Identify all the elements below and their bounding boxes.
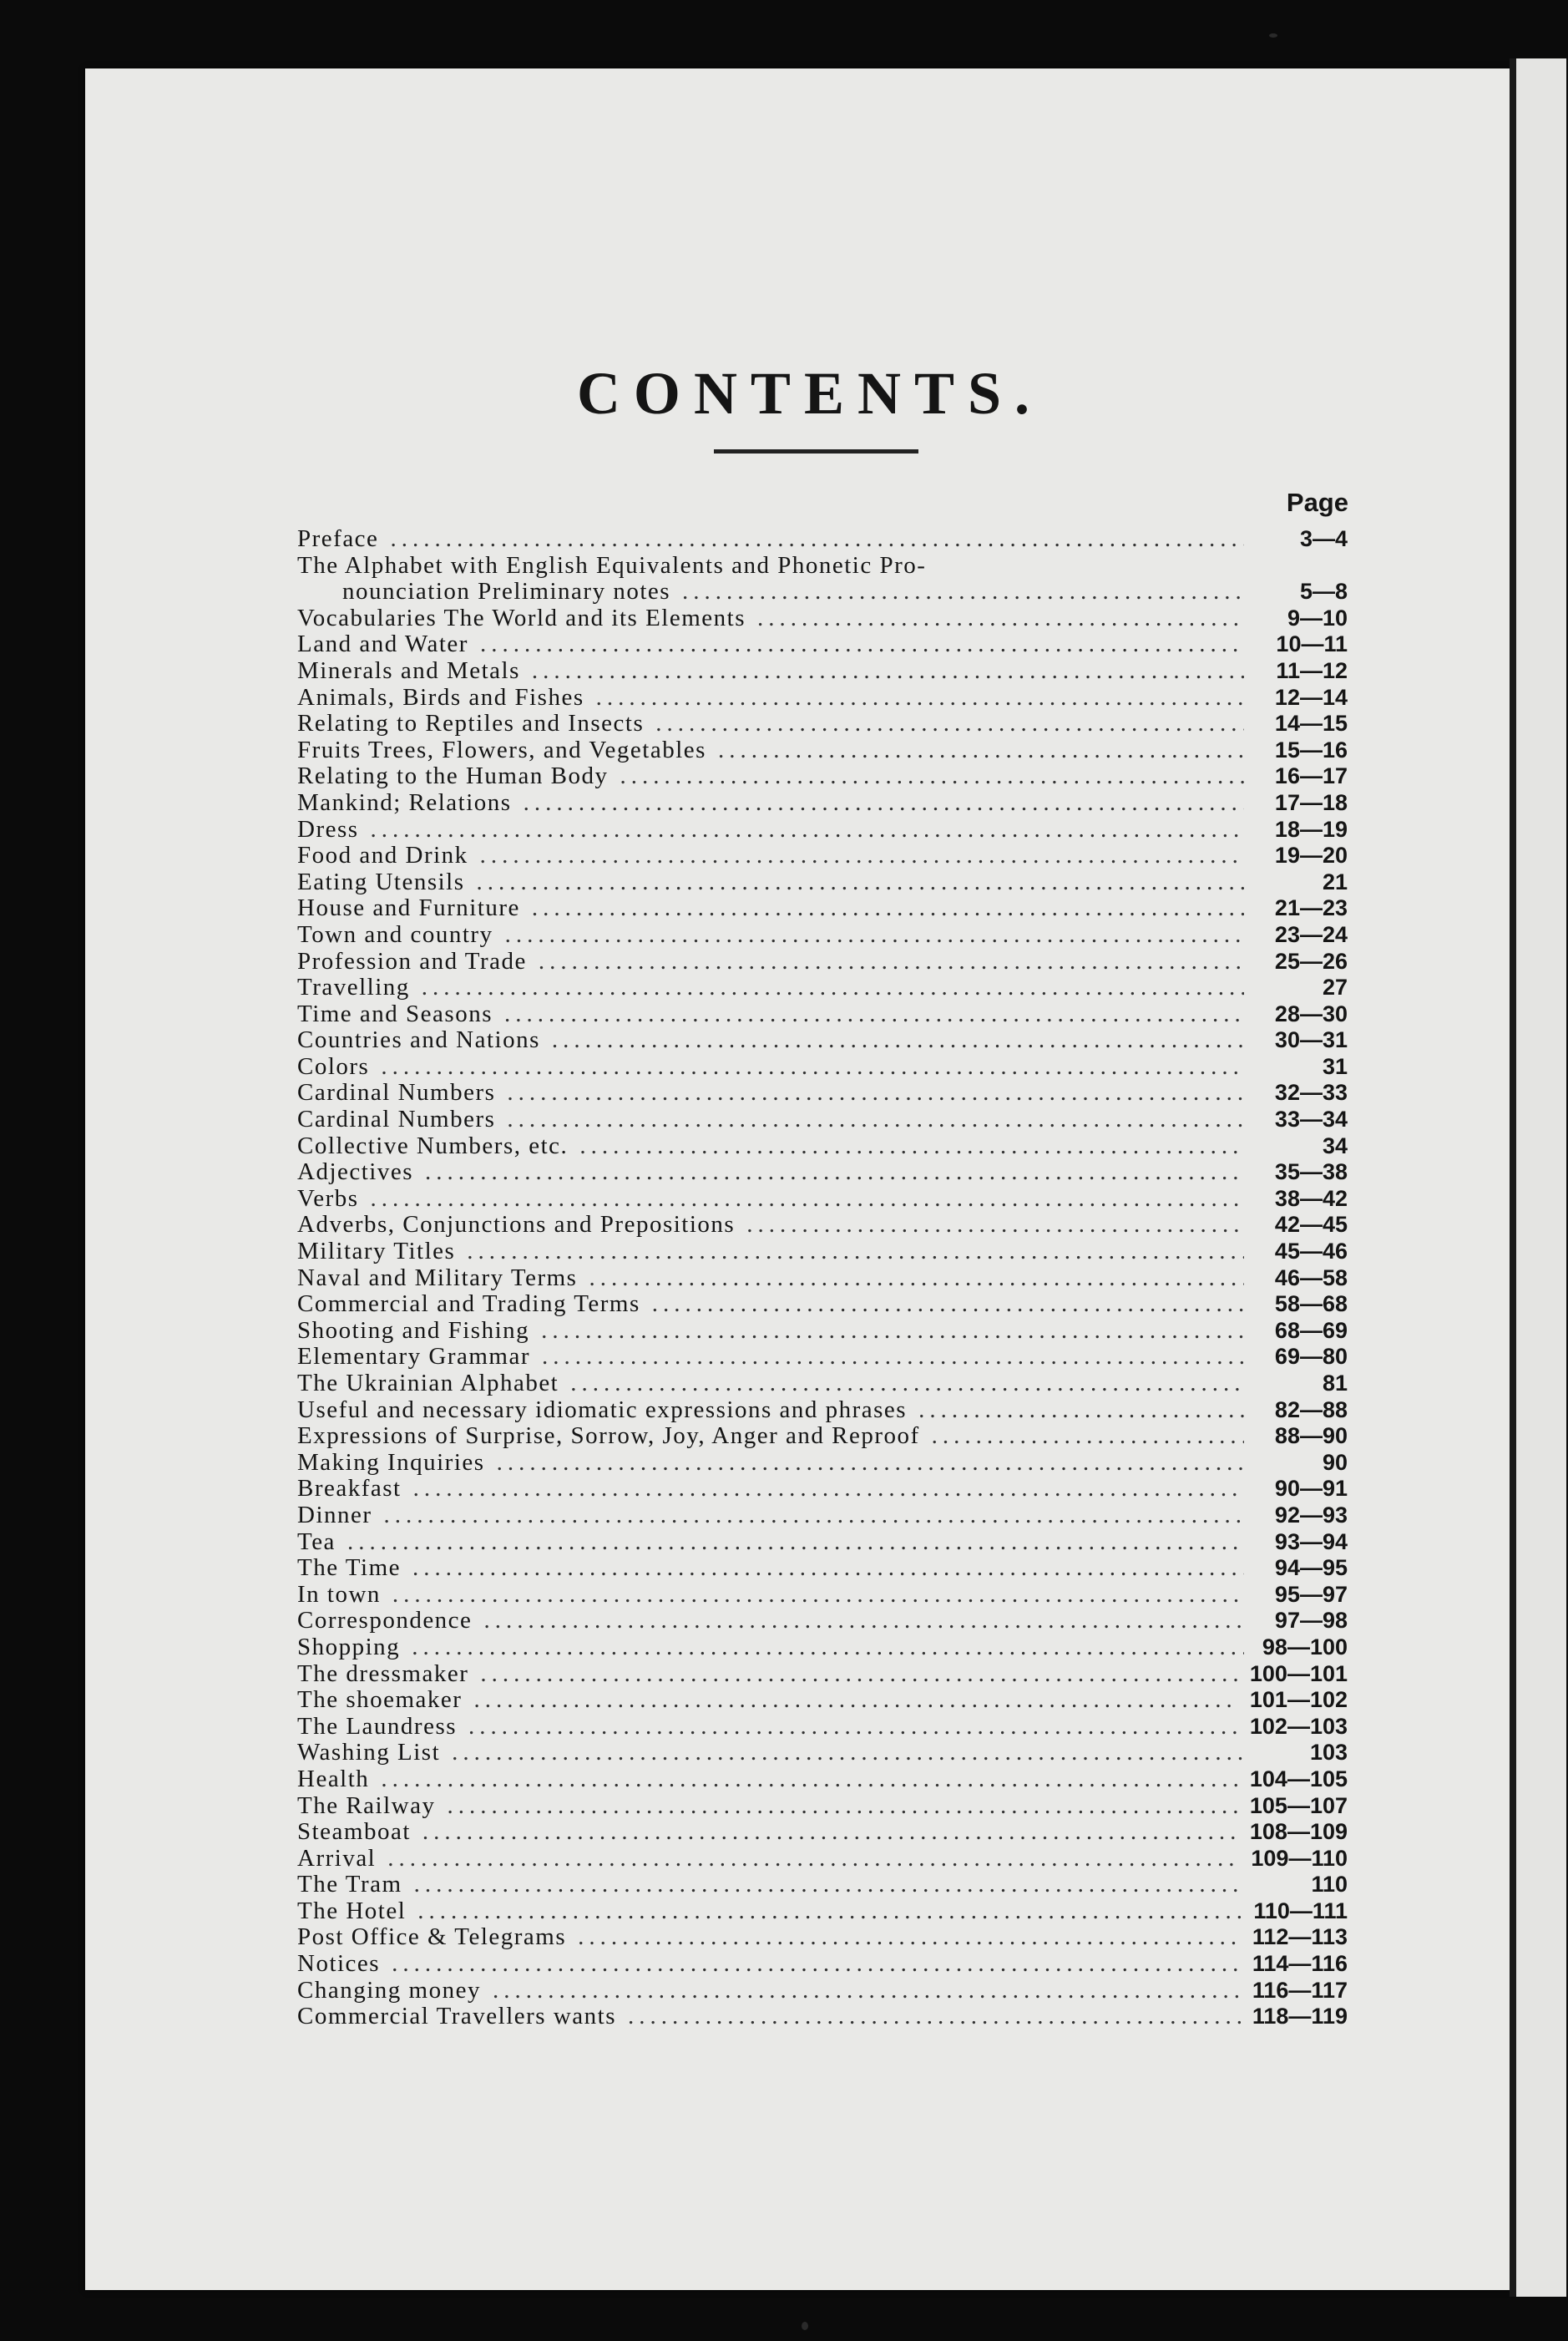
- toc-entry-page: 104—105: [1249, 1766, 1348, 1791]
- toc-entry-page: 35—38: [1274, 1159, 1348, 1185]
- toc-entry-label: Breakfast: [297, 1475, 402, 1502]
- dot-leader: [541, 1318, 1244, 1345]
- toc-entry-page: 28—30: [1274, 1001, 1348, 1026]
- toc-entry: [297, 1582, 1348, 1609]
- toc-entry-page: 58—68: [1274, 1291, 1348, 1317]
- toc-entry-label: House and Furniture: [297, 894, 520, 922]
- toc-entry-label: Land and Water: [297, 631, 468, 658]
- toc-entry-page: 34: [1322, 1132, 1348, 1158]
- dot-leader: [542, 1344, 1244, 1371]
- dot-leader: [532, 895, 1244, 922]
- toc-entry-page: 90: [1322, 1449, 1348, 1475]
- toc-entry-label: Mankind; Relations: [297, 788, 512, 816]
- toc-entry-label: Steamboat: [297, 1818, 411, 1846]
- toc-entry-page: 3—4: [1299, 526, 1348, 551]
- toc-entry-label: Fruits Trees, Flowers, and Vegetables: [297, 736, 706, 763]
- dot-leader: [413, 1476, 1244, 1502]
- toc-entry: [297, 631, 1348, 658]
- dot-leader: [381, 1766, 1238, 1793]
- dot-leader: [652, 1291, 1244, 1318]
- toc-entry-label: The Ukrainian Alphabet: [297, 1370, 559, 1396]
- dot-leader: [539, 949, 1244, 975]
- toc-entry-page: 114—116: [1252, 1951, 1348, 1977]
- toc-entry: [297, 1344, 1348, 1371]
- dot-leader: [371, 817, 1244, 844]
- toc-entry-page: 82—88: [1274, 1396, 1348, 1422]
- toc-entry-page: 12—14: [1274, 684, 1348, 710]
- toc-entry-label: Food and Drink: [297, 842, 468, 869]
- toc-entry-page: 81: [1322, 1371, 1348, 1396]
- toc-entry-page: 95—97: [1274, 1581, 1348, 1607]
- toc-entry-page: 90—91: [1274, 1476, 1348, 1502]
- toc-entry: [297, 1371, 1348, 1397]
- toc-entry-label: The Hotel: [297, 1897, 407, 1924]
- toc-entry-label: Commercial Travellers wants: [297, 2003, 617, 2030]
- toc-entry-label: Shopping: [297, 1633, 401, 1660]
- toc-entry-page: 98—100: [1262, 1634, 1348, 1659]
- toc-entry-page: 15—16: [1274, 737, 1348, 763]
- toc-entry: [297, 922, 1348, 949]
- dot-leader: [918, 1397, 1244, 1424]
- toc-entry: [297, 606, 1348, 632]
- toc-entry-page: 101—102: [1249, 1687, 1348, 1713]
- dot-leader: [381, 1054, 1244, 1081]
- toc-entry-page: 17—18: [1274, 789, 1348, 815]
- toc-entry-label: Correspondence: [297, 1607, 473, 1634]
- toc-entry-label: The Time: [297, 1554, 401, 1582]
- dot-leader: [932, 1423, 1244, 1450]
- toc-entry-page: 105—107: [1249, 1792, 1348, 1818]
- dot-leader: [504, 1001, 1244, 1028]
- toc-entry-page: 31: [1322, 1053, 1348, 1079]
- toc-entry-label: Post Office & Telegrams: [297, 1923, 567, 1951]
- toc-entry: [297, 553, 1348, 606]
- toc-entry: [297, 817, 1348, 844]
- toc-entry-label: Notices: [297, 1950, 381, 1978]
- toc-entry-label: The Tram: [297, 1871, 402, 1898]
- toc-entry: [297, 1608, 1348, 1634]
- dot-leader: [524, 790, 1244, 817]
- toc-entry-page: 33—34: [1274, 1107, 1348, 1132]
- dot-leader: [493, 1978, 1241, 2004]
- toc-entry-page: 110: [1311, 1872, 1348, 1898]
- toc-entry-label: The Laundress: [297, 1712, 458, 1740]
- toc-entry-page: 21—23: [1274, 895, 1348, 921]
- toc-entry-label: The dressmaker: [297, 1659, 469, 1687]
- toc-entry-page: 110—111: [1253, 1898, 1348, 1923]
- toc-entry-page: 21: [1322, 869, 1348, 894]
- toc-entry-page: 103: [1309, 1740, 1348, 1766]
- toc-entry-label: Commercial and Trading Terms: [297, 1290, 640, 1318]
- toc-entry: [297, 1898, 1348, 1925]
- dot-leader: [570, 1371, 1244, 1397]
- dot-leader: [467, 1239, 1244, 1265]
- toc-entry: [297, 2004, 1348, 2030]
- toc-entry-label: Washing List: [297, 1739, 441, 1766]
- dot-leader: [507, 1080, 1244, 1107]
- dot-leader: [589, 1265, 1244, 1292]
- contents-list: [297, 526, 1348, 2030]
- dot-leader: [384, 1502, 1244, 1529]
- toc-entry-page: 46—58: [1274, 1264, 1348, 1290]
- toc-entry-page: 9—10: [1287, 605, 1348, 631]
- toc-entry: [297, 869, 1348, 896]
- toc-entry-label: Useful and necessary idiomatic expressions and phrases: [297, 1396, 908, 1423]
- toc-entry: [297, 1502, 1348, 1529]
- dot-leader: [417, 1898, 1242, 1925]
- toc-entry: [297, 1027, 1348, 1054]
- toc-entry-label: Animals, Birds and Fishes: [297, 683, 584, 711]
- dot-leader: [480, 1661, 1237, 1688]
- toc-entry-page: 68—69: [1274, 1317, 1348, 1343]
- toc-entry: [297, 1924, 1348, 1951]
- dot-leader: [746, 1212, 1244, 1239]
- dot-leader: [655, 711, 1244, 737]
- toc-entry: [297, 1661, 1348, 1688]
- toc-entry-label: Cardinal Numbers: [297, 1106, 496, 1133]
- dot-leader: [422, 1819, 1238, 1846]
- toc-entry: [297, 1529, 1348, 1556]
- toc-entry: [297, 975, 1348, 1001]
- toc-entry-label: In town: [297, 1580, 381, 1608]
- dot-leader: [414, 1872, 1244, 1898]
- toc-entry-label: Preface: [297, 525, 379, 552]
- toc-entry-label: Vocabularies The World and its Elements: [297, 604, 746, 631]
- toc-entry-page: 10—11: [1276, 631, 1348, 657]
- dot-leader: [628, 2004, 1241, 2030]
- toc-entry: [297, 737, 1348, 764]
- toc-entry-label: Travelling: [297, 974, 410, 1001]
- toc-entry: [297, 843, 1348, 869]
- toc-entry: [297, 1107, 1348, 1133]
- toc-entry-label: Military Titles: [297, 1238, 456, 1265]
- toc-entry-continuation: [297, 579, 1348, 606]
- toc-entry-page: 32—33: [1274, 1080, 1348, 1106]
- dot-leader: [452, 1740, 1244, 1766]
- toc-entry-label: The Railway: [297, 1791, 436, 1819]
- toc-entry-label: Adjectives: [297, 1158, 414, 1186]
- toc-entry: [297, 1766, 1348, 1793]
- toc-entry-page: 112—113: [1252, 1924, 1348, 1950]
- toc-entry-page: 25—26: [1274, 948, 1348, 974]
- dot-leader: [480, 631, 1244, 658]
- toc-entry-label: Dress: [297, 815, 359, 843]
- toc-entry: [297, 1687, 1348, 1714]
- toc-entry-page: 109—110: [1251, 1845, 1348, 1871]
- dot-leader: [392, 1582, 1244, 1609]
- toc-entry: [297, 1001, 1348, 1028]
- speck: [802, 2322, 808, 2330]
- toc-entry: [297, 1423, 1348, 1450]
- toc-entry: [297, 685, 1348, 712]
- toc-entry-page: 92—93: [1274, 1502, 1348, 1528]
- toc-entry-page: 18—19: [1274, 816, 1348, 842]
- toc-entry-label: Tea: [297, 1528, 336, 1555]
- toc-entry: [297, 1714, 1348, 1741]
- toc-entry-page: 69—80: [1274, 1344, 1348, 1370]
- toc-entry: [297, 1476, 1348, 1502]
- page-title: CONTENTS.: [576, 360, 1044, 427]
- speck: [1269, 33, 1277, 38]
- dot-leader: [477, 869, 1244, 896]
- toc-entry-label: Arrival: [297, 1844, 377, 1872]
- toc-entry-label: The shoemaker: [297, 1686, 463, 1714]
- toc-entry: [297, 763, 1348, 790]
- toc-entry: [297, 1212, 1348, 1239]
- toc-entry: [297, 1555, 1348, 1582]
- toc-entry-label: Shooting and Fishing: [297, 1316, 530, 1344]
- toc-entry-label: Eating Utensils: [297, 868, 465, 895]
- dot-leader: [507, 1107, 1244, 1133]
- toc-entry-page: 42—45: [1274, 1212, 1348, 1238]
- dot-leader: [718, 737, 1244, 764]
- toc-entry-page: 94—95: [1274, 1555, 1348, 1581]
- dot-leader: [596, 685, 1244, 712]
- toc-entry-label: Town and country: [297, 920, 493, 948]
- toc-entry: [297, 1397, 1348, 1424]
- toc-entry: [297, 711, 1348, 737]
- dot-leader: [682, 579, 1244, 606]
- toc-entry: [297, 658, 1348, 685]
- toc-entry-page: 100—101: [1249, 1660, 1348, 1686]
- toc-entry-page: 23—24: [1274, 921, 1348, 947]
- dot-leader: [347, 1529, 1244, 1556]
- dot-leader: [620, 763, 1244, 790]
- toc-entry-label: Cardinal Numbers: [297, 1079, 496, 1107]
- toc-entry: [297, 1265, 1348, 1292]
- toc-entry: [297, 1133, 1348, 1160]
- dot-leader: [468, 1714, 1238, 1741]
- toc-entry: [297, 1872, 1348, 1898]
- dot-leader: [412, 1634, 1244, 1661]
- dot-leader: [578, 1924, 1241, 1951]
- dot-leader: [473, 1687, 1237, 1714]
- dot-leader: [480, 843, 1244, 869]
- toc-entry: [297, 1634, 1348, 1661]
- dot-leader: [371, 1186, 1244, 1213]
- dot-leader: [412, 1555, 1244, 1582]
- toc-entry-label: Relating to the Human Body: [297, 763, 609, 790]
- toc-entry: [297, 1054, 1348, 1081]
- title-rule: [714, 449, 918, 454]
- dot-leader: [447, 1793, 1237, 1820]
- toc-entry: [297, 526, 1348, 553]
- toc-entry-page: 93—94: [1274, 1528, 1348, 1554]
- toc-entry-label: Dinner: [297, 1501, 372, 1528]
- toc-entry-label: nounciation Preliminary notes: [342, 578, 671, 606]
- toc-entry-page: 5—8: [1299, 579, 1348, 605]
- toc-entry: [297, 1793, 1348, 1820]
- toc-entry-page: 19—20: [1274, 843, 1348, 869]
- toc-entry-page: 108—109: [1249, 1819, 1348, 1845]
- toc-entry: [297, 790, 1348, 817]
- toc-entry-label: Profession and Trade: [297, 947, 527, 975]
- dot-leader: [390, 526, 1244, 553]
- toc-entry: [297, 1291, 1348, 1318]
- toc-entry-page: 14—15: [1274, 711, 1348, 737]
- toc-entry-label: Expressions of Surprise, Sorrow, Joy, Anger and Reproof: [297, 1422, 920, 1450]
- toc-entry-page: 38—42: [1274, 1185, 1348, 1211]
- page-column-heading: Page: [1286, 488, 1348, 517]
- toc-entry-page: 27: [1322, 975, 1348, 1001]
- toc-entry: [297, 1978, 1348, 2004]
- toc-entry-label: Verbs: [297, 1184, 359, 1212]
- dot-leader: [579, 1133, 1244, 1160]
- toc-entry: [297, 1159, 1348, 1186]
- toc-entry: [297, 1186, 1348, 1213]
- toc-entry-label: Countries and Nations: [297, 1026, 540, 1054]
- dot-leader: [497, 1450, 1244, 1477]
- toc-entry-label: Changing money: [297, 1976, 481, 2004]
- dot-leader: [387, 1846, 1239, 1872]
- dot-leader: [552, 1027, 1244, 1054]
- toc-entry: [297, 1819, 1348, 1846]
- toc-entry-label: Colors: [297, 1052, 370, 1080]
- dot-leader: [757, 606, 1244, 632]
- toc-entry-label: Time and Seasons: [297, 1000, 493, 1027]
- dot-leader: [392, 1951, 1241, 1978]
- toc-entry-page: 16—17: [1274, 763, 1348, 789]
- toc-entry-label: The Alphabet with English Equivalents and Phonetic Pro-: [297, 551, 927, 579]
- toc-entry: [297, 1318, 1348, 1345]
- toc-entry-label: Naval and Military Terms: [297, 1264, 578, 1291]
- dot-leader: [532, 658, 1244, 685]
- dot-leader: [422, 975, 1244, 1001]
- toc-entry-label: Minerals and Metals: [297, 656, 520, 684]
- toc-entry-page: 88—90: [1274, 1423, 1348, 1449]
- toc-entry-label: Elementary Grammar: [297, 1343, 531, 1371]
- toc-entry: [297, 1080, 1348, 1107]
- toc-entry-page: 116—117: [1252, 1977, 1348, 2003]
- toc-entry-page: 102—103: [1249, 1713, 1348, 1739]
- toc-entry-label: Relating to Reptiles and Insects: [297, 710, 645, 737]
- toc-entry-label: Health: [297, 1765, 370, 1792]
- toc-entry: [297, 895, 1348, 922]
- toc-entry-label: Adverbs, Conjunctions and Prepositions: [297, 1211, 736, 1239]
- toc-entry-label: Making Inquiries: [297, 1448, 485, 1476]
- toc-entry: [297, 1239, 1348, 1265]
- dot-leader: [425, 1159, 1244, 1186]
- dot-leader: [483, 1608, 1244, 1634]
- toc-entry-page: 11—12: [1276, 657, 1348, 683]
- toc-entry-label: Collective Numbers, etc.: [297, 1132, 569, 1159]
- toc-entry: [297, 1740, 1348, 1766]
- toc-entry-page: 45—46: [1274, 1239, 1348, 1264]
- toc-entry-page: 97—98: [1274, 1608, 1348, 1634]
- toc-entry: [297, 949, 1348, 975]
- toc-entry: [297, 1846, 1348, 1872]
- toc-entry: [297, 1951, 1348, 1978]
- toc-entry-page: 118—119: [1252, 2004, 1348, 2029]
- toc-entry-page: 30—31: [1274, 1027, 1348, 1053]
- dot-leader: [505, 922, 1244, 949]
- toc-entry: [297, 1450, 1348, 1477]
